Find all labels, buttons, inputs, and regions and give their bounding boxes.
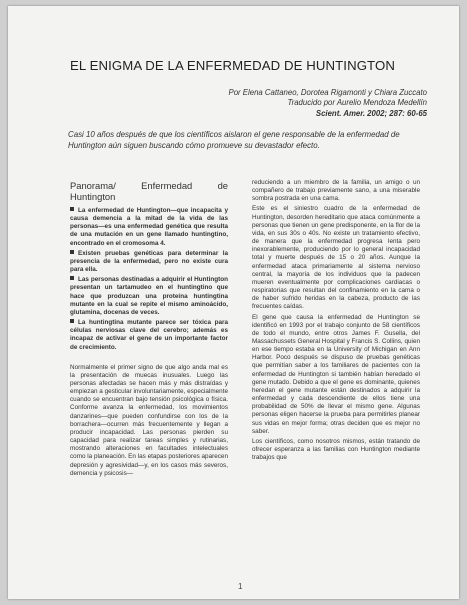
- journal-reference: Scient. Amer. 2002; 287: 60-65: [315, 108, 427, 118]
- square-bullet-icon: [70, 250, 74, 254]
- body-paragraph: reduciendo a un miembro de la familia, un amigo o un compañero de trabajo previamente sano, a una miserable sombra postrada en una cama.: [252, 179, 420, 203]
- body-paragraph: Normalmente el primer signo de que algo anda mal es la presentación de muecas inusuales. Luego las personas afectadas se hacen más y más distraídas y empiezan a gesticular involuntariamente, especialmente cuando se encuentran bajo tensión psicológica o física. Conforme avanza la enfermedad, los movimientos danzarines—que pueden confundirse con los de la borrachera—ocurren más frecuentemente y llegan a producir incapacidad. Las personas pierden su capacidad para realizar tareas simples y rutinarias, mostrando alteraciones en facultades intelectuales como la planeación. En las etapas posteriores aparecen depresión y agresividad—y, en los casos más severos, demencia y psicosis—: [70, 363, 228, 477]
- square-bullet-icon: [70, 319, 74, 323]
- section-heading: Panorama/ Enfermedad de Huntington: [70, 180, 228, 202]
- article-title: EL ENIGMA DE LA ENFERMEDAD DE HUNTINGTON: [70, 58, 395, 73]
- authors: Por Elena Cattaneo, Dorotea Rigamonti y Chiara Zuccato: [228, 88, 427, 97]
- right-column: [252, 179, 420, 464]
- body-paragraph: Los científicos, como nosotros mismos, están tratando de ofrecer esperanza a las familias con Huntington mediante trabajos que: [252, 437, 420, 462]
- body-paragraph: El gene que causa la enfermedad de Huntington se identificó en 1993 por el trabajo conjunto de 58 científicos de todo el mundo, entre otros James F. Gusella, del Massachussets General Hospital y Francis S. Collins, quien en ese tiempo estaba en la University of Michigan en Ann Harbor. Poco después se dispuso de pruebas genéticas que permitían saber a los familiares de pacientes con la enfermedad de Huntington si también habían heredado el gene mutado. Debido a que el gene es dominante, quienes heredan el gene mutante están destinados a adquirir la enfermedad y cada descendiente de ellos tiene una probabilidad de 50% de llevar el mismo gene. Algunas personas eligen hacerse la prueba para permitirles planear sus vidas en mejor forma; otras deciden que es mejor no saber.: [252, 313, 420, 435]
- body-paragraph: Este es el siniestro cuadro de la enfermedad de Huntington, desorden hereditario que ataca comúnmente a personas que tienen un gene predisponente, en la flor de la vida, en sus 30s o 40s. No existe un tratamiento efectivo, de manera que la enfermedad progresa lenta pero inexorablemente, produciendo por lo general incapacidad total y muerte después de 15 o 20 años. Aunque la enfermedad ataca primariamente al sistema nervioso central, la mayoría de los individuos que la padecen mueren eventualmente por complicaciones cardiacas o respiratorias que resultan del confinamiento en la cama o de haber sufrido heridas en la cabeza, producto de las frecuentes caídas.: [252, 205, 420, 311]
- page-number: 1: [238, 582, 243, 591]
- square-bullet-icon: [70, 207, 74, 211]
- document-page: [8, 6, 459, 599]
- bullet-item: La enfermedad de Huntington—que incapacita y causa demencia a la mitad de la vida de las personas—es una enfermedad genética que resulta de una mutación en un gene llamado huntingtino, encontrado en el cromosoma 4.: [70, 207, 228, 247]
- byline: [229, 88, 428, 119]
- bullet-item: La huntingtina mutante parece ser tóxica para células nerviosas clave del cerebro; además es incapaz de activar el gene de un importante factor de crecimiento.: [70, 319, 228, 351]
- translator: Traducido por Aurelio Mendoza Medellín: [287, 98, 427, 108]
- bullet-item: Existen pruebas genéticas para determinar la presencia de la enfermedad, pero no existe cura para ella.: [70, 249, 228, 274]
- left-column: [70, 180, 228, 480]
- abstract: Casi 10 años después de que los científicos aislaron el gene responsable de la enfermedad de Huntington aún siguen buscando cómo promueve su devastador efecto.: [68, 130, 400, 150]
- square-bullet-icon: [70, 276, 74, 280]
- bullet-item: Las personas destinadas a adquirir el Huntington presentan un tartamudeo en el huntingtino que hace que produzcan una proteína huntingtina mutante en la cual se repite el mismo aminoácido, glutamina, docenas de veces.: [70, 276, 228, 316]
